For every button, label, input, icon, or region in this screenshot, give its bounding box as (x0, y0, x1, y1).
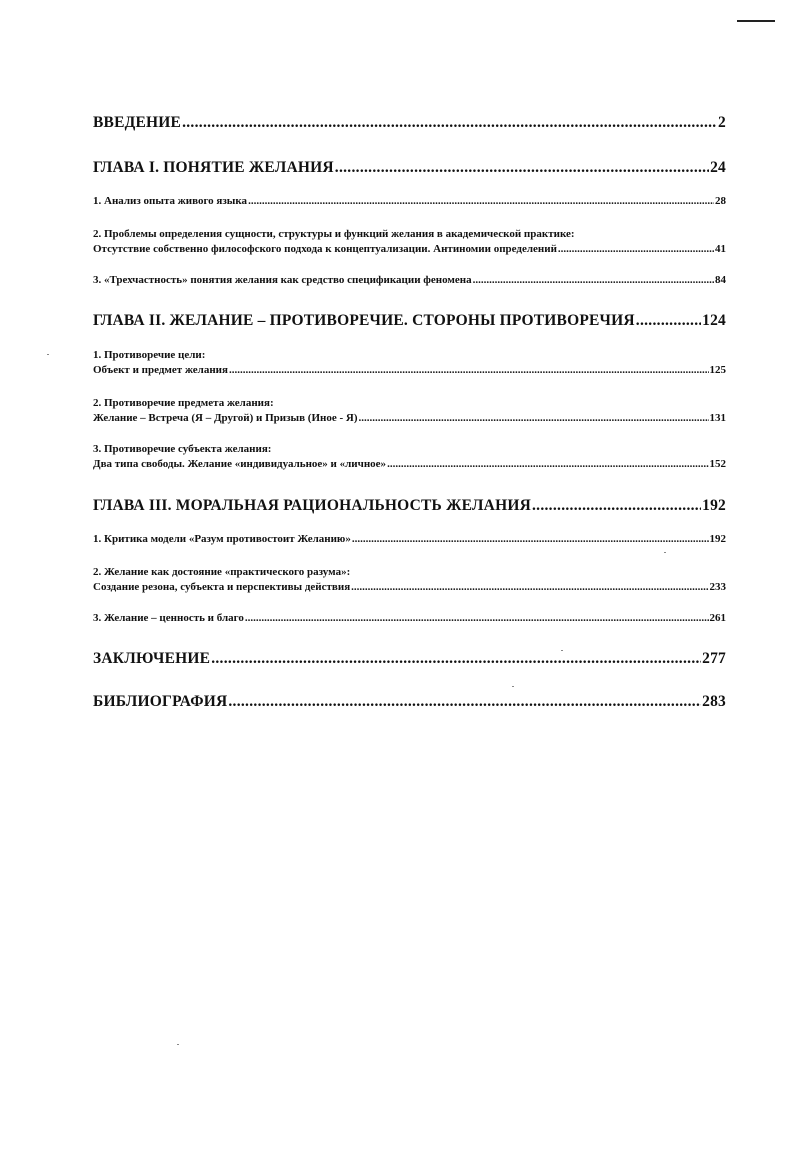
toc-entry-section-1-3[interactable] (93, 273, 726, 288)
dot-leader (245, 611, 709, 626)
dot-leader (351, 580, 708, 595)
toc-entry-chapter-2[interactable] (93, 312, 726, 330)
dot-leader (248, 194, 714, 209)
toc-entry-page: 192 (709, 533, 726, 545)
toc-entry-title: 1. Анализ опыта живого языка (93, 195, 248, 207)
toc-entry-page: 277 (702, 650, 726, 667)
toc-entry-page: 233 (709, 581, 726, 593)
toc-entry-chapter-3[interactable] (93, 497, 726, 515)
dot-leader (228, 693, 701, 711)
page-edge-mark (737, 20, 775, 22)
toc-entry-title: ГЛАВА III. МОРАЛЬНАЯ РАЦИОНАЛЬНОСТЬ ЖЕЛАНИЯ (93, 497, 531, 514)
toc-entry-page: 131 (709, 412, 726, 424)
toc-entry-page: 84 (715, 274, 726, 286)
toc-entry-heading-line: 1. Противоречие цели: (93, 349, 206, 361)
toc-entry-title: Желание – Встреча (Я – Другой) и Призыв (Иное - Я) (93, 412, 358, 424)
toc-entry-title: 3. «Трехчастность» понятия желания как средство спецификации феномена (93, 274, 472, 286)
toc-entry-page: 192 (702, 497, 726, 514)
toc-entry-section-3-3[interactable] (93, 611, 726, 626)
toc-entry-section-2-1[interactable] (93, 348, 726, 378)
dot-leader (387, 457, 708, 472)
toc-entry-heading-line: 2. Противоречие предмета желания: (93, 397, 274, 409)
toc-entry-title: 1. Критика модели «Разум противостоит Желанию» (93, 533, 351, 545)
dot-leader (359, 411, 709, 426)
scan-speck (664, 552, 666, 553)
scan-speck (561, 650, 563, 651)
toc-entry-introduction[interactable] (93, 114, 726, 132)
toc-entry-page: 41 (715, 243, 726, 255)
toc-entry-page: 2 (718, 114, 726, 131)
toc-entry-page: 24 (710, 159, 726, 176)
dot-leader (211, 650, 701, 668)
toc-entry-heading-line: 2. Желание как достояние «практического разума»: (93, 566, 351, 578)
toc-entry-page: 152 (709, 458, 726, 470)
toc-entry-conclusion[interactable] (93, 650, 726, 668)
dot-leader (229, 363, 709, 378)
dot-leader (473, 273, 714, 288)
toc-entry-section-3-1[interactable] (93, 532, 726, 547)
toc-entry-title: 3. Желание – ценность и благо (93, 612, 244, 624)
toc-entry-page: 124 (702, 312, 726, 329)
toc-entry-title: ГЛАВА II. ЖЕЛАНИЕ – ПРОТИВОРЕЧИЕ. СТОРОНЫ ПРОТИВОРЕЧИЯ (93, 312, 635, 329)
toc-entry-section-1-2[interactable] (93, 227, 726, 257)
toc-entry-title: Два типа свободы. Желание «индивидуальное» и «личное» (93, 458, 387, 470)
toc-entry-title: ЗАКЛЮЧЕНИЕ (93, 650, 211, 667)
toc-entry-section-1-1[interactable] (93, 194, 726, 209)
dot-leader (558, 242, 714, 257)
dot-leader (352, 532, 709, 547)
toc-entry-heading-line: 3. Противоречие субъекта желания: (93, 443, 272, 455)
toc-entry-heading-line: 2. Проблемы определения сущности, структуры и функций желания в академической практике: (93, 228, 575, 240)
scan-speck (177, 1044, 179, 1045)
toc-entry-title: ГЛАВА I. ПОНЯТИЕ ЖЕЛАНИЯ (93, 159, 334, 176)
toc-entry-section-3-2[interactable] (93, 565, 726, 595)
dot-leader (182, 114, 717, 132)
scan-speck (47, 354, 49, 355)
toc-entry-bibliography[interactable] (93, 693, 726, 711)
toc-entry-page: 125 (709, 364, 726, 376)
toc-entry-title: Создание резона, субъекта и перспективы действия (93, 581, 351, 593)
toc-entry-title: Объект и предмет желания (93, 364, 228, 376)
toc-entry-title: Отсутствие собственно философского подхода к концептуализации. Антиномии определений (93, 243, 557, 255)
toc-entry-section-2-2[interactable] (93, 396, 726, 426)
dot-leader (335, 159, 709, 177)
dot-leader (636, 312, 701, 330)
toc-entry-page: 283 (702, 693, 726, 710)
toc-entry-chapter-1[interactable] (93, 159, 726, 177)
toc-entry-title: ВВЕДЕНИЕ (93, 114, 182, 131)
dot-leader (532, 497, 701, 515)
scan-speck (512, 686, 514, 687)
toc-entry-section-2-3[interactable] (93, 442, 726, 472)
toc-entry-page: 261 (709, 612, 726, 624)
toc-entry-title: БИБЛИОГРАФИЯ (93, 693, 228, 710)
toc-entry-page: 28 (715, 195, 726, 207)
